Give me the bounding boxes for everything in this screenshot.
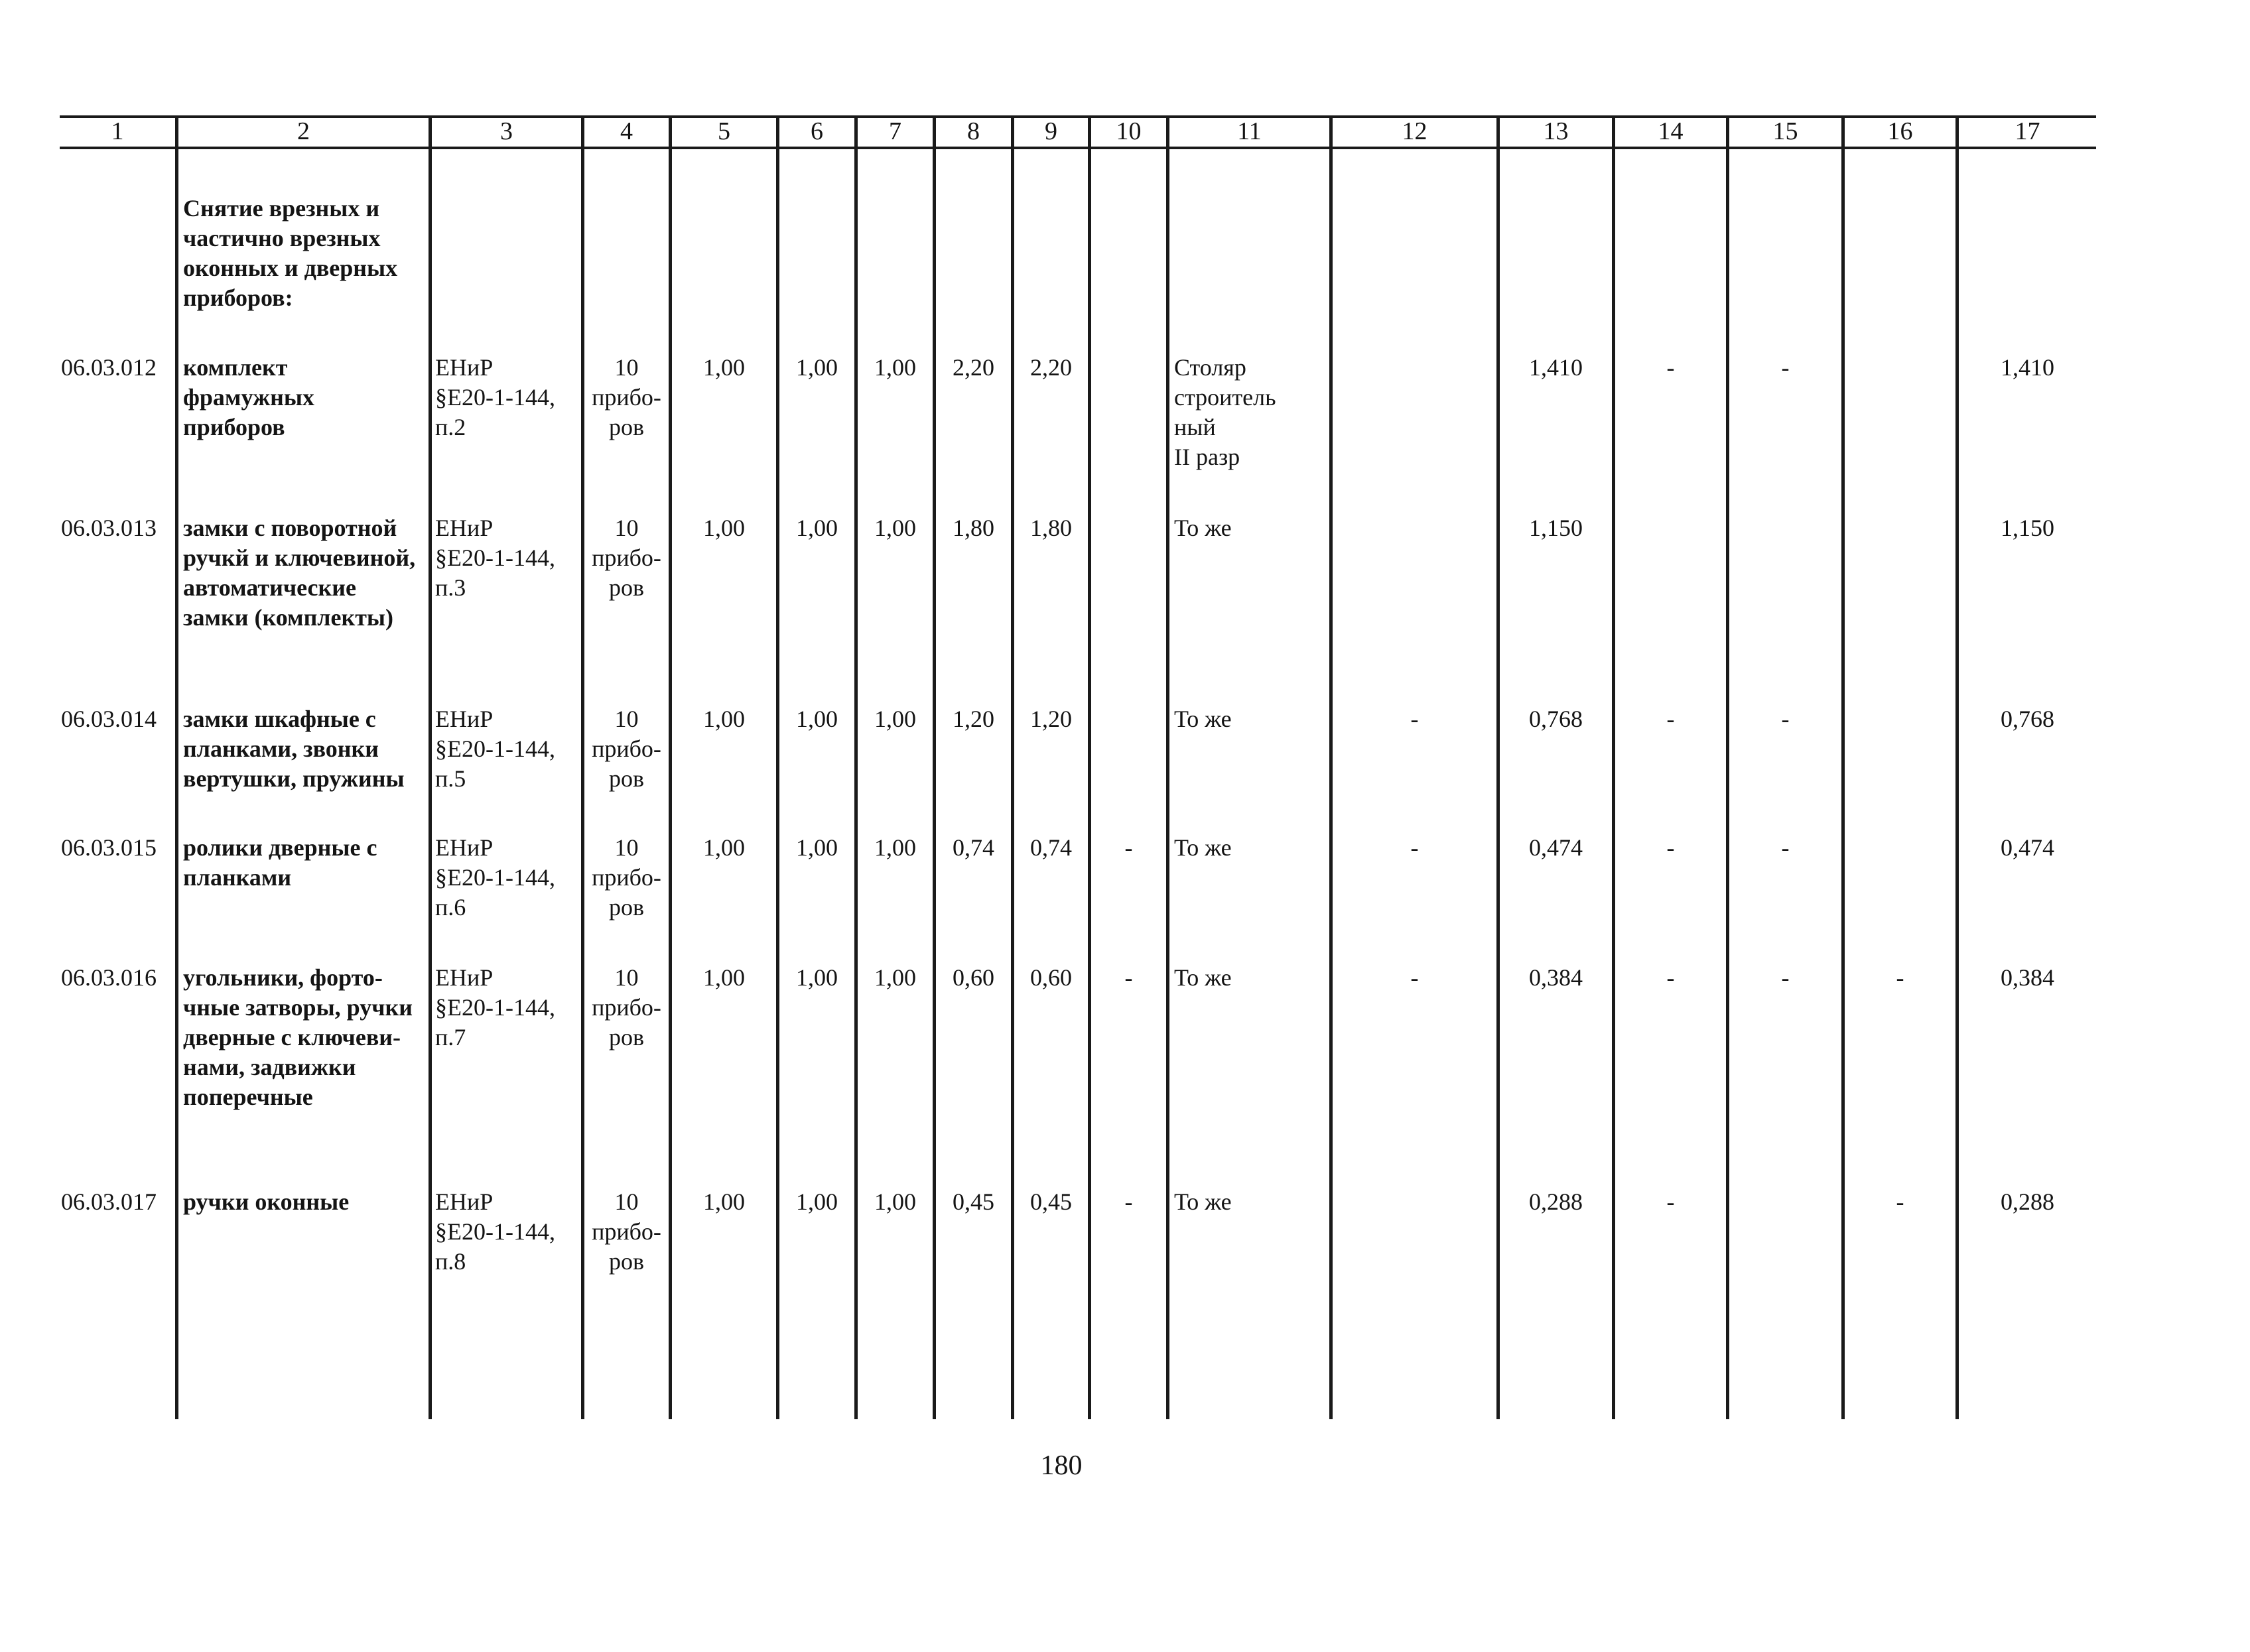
row-unit: 10 прибо- ров: [592, 834, 661, 921]
row-unit: 10 прибо- ров: [592, 964, 661, 1050]
header-col-13: 13: [1543, 117, 1569, 145]
row-col11: То же: [1174, 515, 1232, 541]
row-col9: 1,80: [1030, 515, 1072, 541]
row-col9: 2,20: [1030, 354, 1072, 381]
row-col15: -: [1781, 834, 1790, 861]
row-col10: -: [1124, 964, 1133, 991]
header-col-4: 4: [620, 117, 633, 145]
row-col14: -: [1666, 354, 1675, 381]
row-col7: 1,00: [874, 515, 916, 541]
row-col8: 1,80: [953, 515, 994, 541]
row-col11: Столяр строитель ный II разр: [1174, 354, 1276, 470]
column-rule: [1955, 115, 1959, 1419]
header-bottom-rule: [60, 147, 2096, 149]
row-code: 06.03.012: [61, 354, 157, 381]
row-col10: -: [1124, 1188, 1133, 1215]
row-name: комплект фрамужных приборов: [183, 354, 314, 440]
row-col11: То же: [1174, 834, 1232, 861]
row-ref: ЕНиР §Е20-1-144, п.2: [435, 354, 555, 440]
row-col13: 0,768: [1529, 706, 1583, 732]
row-name: угольники, форто- чные затворы, ручки дверные с ключеви- нами, задвижки поперечные: [183, 964, 413, 1110]
row-col16: -: [1896, 964, 1904, 991]
row-ref: ЕНиР §Е20-1-144, п.5: [435, 706, 555, 792]
header-col-6: 6: [811, 117, 823, 145]
group-title: Снятие врезных и частично врезных оконных и дверных приборов:: [183, 195, 398, 311]
header-col-8: 8: [967, 117, 980, 145]
row-col6: 1,00: [796, 515, 838, 541]
header-col-11: 11: [1237, 117, 1262, 145]
row-col8: 0,45: [953, 1188, 994, 1215]
column-rule: [1841, 115, 1845, 1419]
row-col17: 1,150: [2001, 515, 2054, 541]
row-col13: 0,474: [1529, 834, 1583, 861]
row-col6: 1,00: [796, 834, 838, 861]
row-col9: 0,60: [1030, 964, 1072, 991]
row-col15: -: [1781, 706, 1790, 732]
row-code: 06.03.014: [61, 706, 157, 732]
column-rule: [1011, 115, 1014, 1419]
row-code: 06.03.013: [61, 515, 157, 541]
row-ref: ЕНиР §Е20-1-144, п.8: [435, 1188, 555, 1275]
row-col11: То же: [1174, 1188, 1232, 1215]
row-name: ролики дверные с планками: [183, 834, 377, 891]
row-col17: 0,768: [2001, 706, 2054, 732]
row-col6: 1,00: [796, 706, 838, 732]
row-col9: 0,74: [1030, 834, 1072, 861]
row-col8: 0,74: [953, 834, 994, 861]
column-rule: [175, 115, 178, 1419]
column-rule: [854, 115, 858, 1419]
row-col12: -: [1410, 964, 1419, 991]
row-code: 06.03.017: [61, 1188, 157, 1215]
header-col-3: 3: [500, 117, 513, 145]
header-col-14: 14: [1658, 117, 1684, 145]
header-col-16: 16: [1887, 117, 1913, 145]
header-col-10: 10: [1116, 117, 1142, 145]
row-col13: 0,288: [1529, 1188, 1583, 1215]
header-col-15: 15: [1772, 117, 1798, 145]
column-rule: [1726, 115, 1729, 1419]
row-name: замки шкафные с планками, звонки вертушки, пружины: [183, 706, 405, 792]
column-rule: [776, 115, 779, 1419]
row-unit: 10 прибо- ров: [592, 515, 661, 601]
row-col17: 1,410: [2001, 354, 2054, 381]
header-col-1: 1: [111, 117, 124, 145]
column-rule: [1329, 115, 1333, 1419]
row-ref: ЕНиР §Е20-1-144, п.3: [435, 515, 555, 601]
row-code: 06.03.016: [61, 964, 157, 991]
column-rule: [1496, 115, 1500, 1419]
row-col7: 1,00: [874, 964, 916, 991]
row-col17: 0,384: [2001, 964, 2054, 991]
column-rule: [429, 115, 432, 1419]
row-name: ручки оконные: [183, 1188, 350, 1215]
row-col13: 0,384: [1529, 964, 1583, 991]
row-unit: 10 прибо- ров: [592, 1188, 661, 1275]
header-col-7: 7: [889, 117, 901, 145]
row-col17: 0,288: [2001, 1188, 2054, 1215]
row-col9: 1,20: [1030, 706, 1072, 732]
header-col-17: 17: [2015, 117, 2040, 145]
row-col6: 1,00: [796, 354, 838, 381]
row-col7: 1,00: [874, 706, 916, 732]
row-col13: 1,410: [1529, 354, 1583, 381]
column-rule: [1166, 115, 1169, 1419]
row-ref: ЕНиР §Е20-1-144, п.7: [435, 964, 555, 1050]
row-col10: -: [1124, 834, 1133, 861]
row-col5: 1,00: [703, 834, 745, 861]
row-col6: 1,00: [796, 964, 838, 991]
row-col5: 1,00: [703, 1188, 745, 1215]
row-unit: 10 прибо- ров: [592, 706, 661, 792]
row-col7: 1,00: [874, 1188, 916, 1215]
header-col-5: 5: [718, 117, 730, 145]
header-col-12: 12: [1402, 117, 1427, 145]
row-col16: -: [1896, 1188, 1904, 1215]
row-col15: -: [1781, 354, 1790, 381]
row-col9: 0,45: [1030, 1188, 1072, 1215]
row-unit: 10 прибо- ров: [592, 354, 661, 440]
row-col6: 1,00: [796, 1188, 838, 1215]
row-col8: 1,20: [953, 706, 994, 732]
row-ref: ЕНиР §Е20-1-144, п.6: [435, 834, 555, 921]
header-col-9: 9: [1045, 117, 1057, 145]
column-rule: [933, 115, 936, 1419]
row-col11: То же: [1174, 964, 1232, 991]
row-col5: 1,00: [703, 515, 745, 541]
row-col14: -: [1666, 706, 1675, 732]
row-col7: 1,00: [874, 354, 916, 381]
column-rule: [1088, 115, 1091, 1419]
row-col5: 1,00: [703, 354, 745, 381]
row-code: 06.03.015: [61, 834, 157, 861]
row-col8: 2,20: [953, 354, 994, 381]
row-name: замки с поворотной ручкй и ключевиной, автоматические замки (комплекты): [183, 515, 416, 631]
row-col12: -: [1410, 834, 1419, 861]
page-number: 180: [1040, 1450, 1083, 1481]
row-col5: 1,00: [703, 964, 745, 991]
row-col15: -: [1781, 964, 1790, 991]
row-col11: То же: [1174, 706, 1232, 732]
row-col14: -: [1666, 1188, 1675, 1215]
row-col14: -: [1666, 964, 1675, 991]
row-col7: 1,00: [874, 834, 916, 861]
row-col8: 0,60: [953, 964, 994, 991]
column-rule: [1612, 115, 1615, 1419]
row-col13: 1,150: [1529, 515, 1583, 541]
header-col-2: 2: [297, 117, 310, 145]
row-col17: 0,474: [2001, 834, 2054, 861]
row-col12: -: [1410, 706, 1419, 732]
row-col5: 1,00: [703, 706, 745, 732]
column-rule: [669, 115, 672, 1419]
row-col14: -: [1666, 834, 1675, 861]
